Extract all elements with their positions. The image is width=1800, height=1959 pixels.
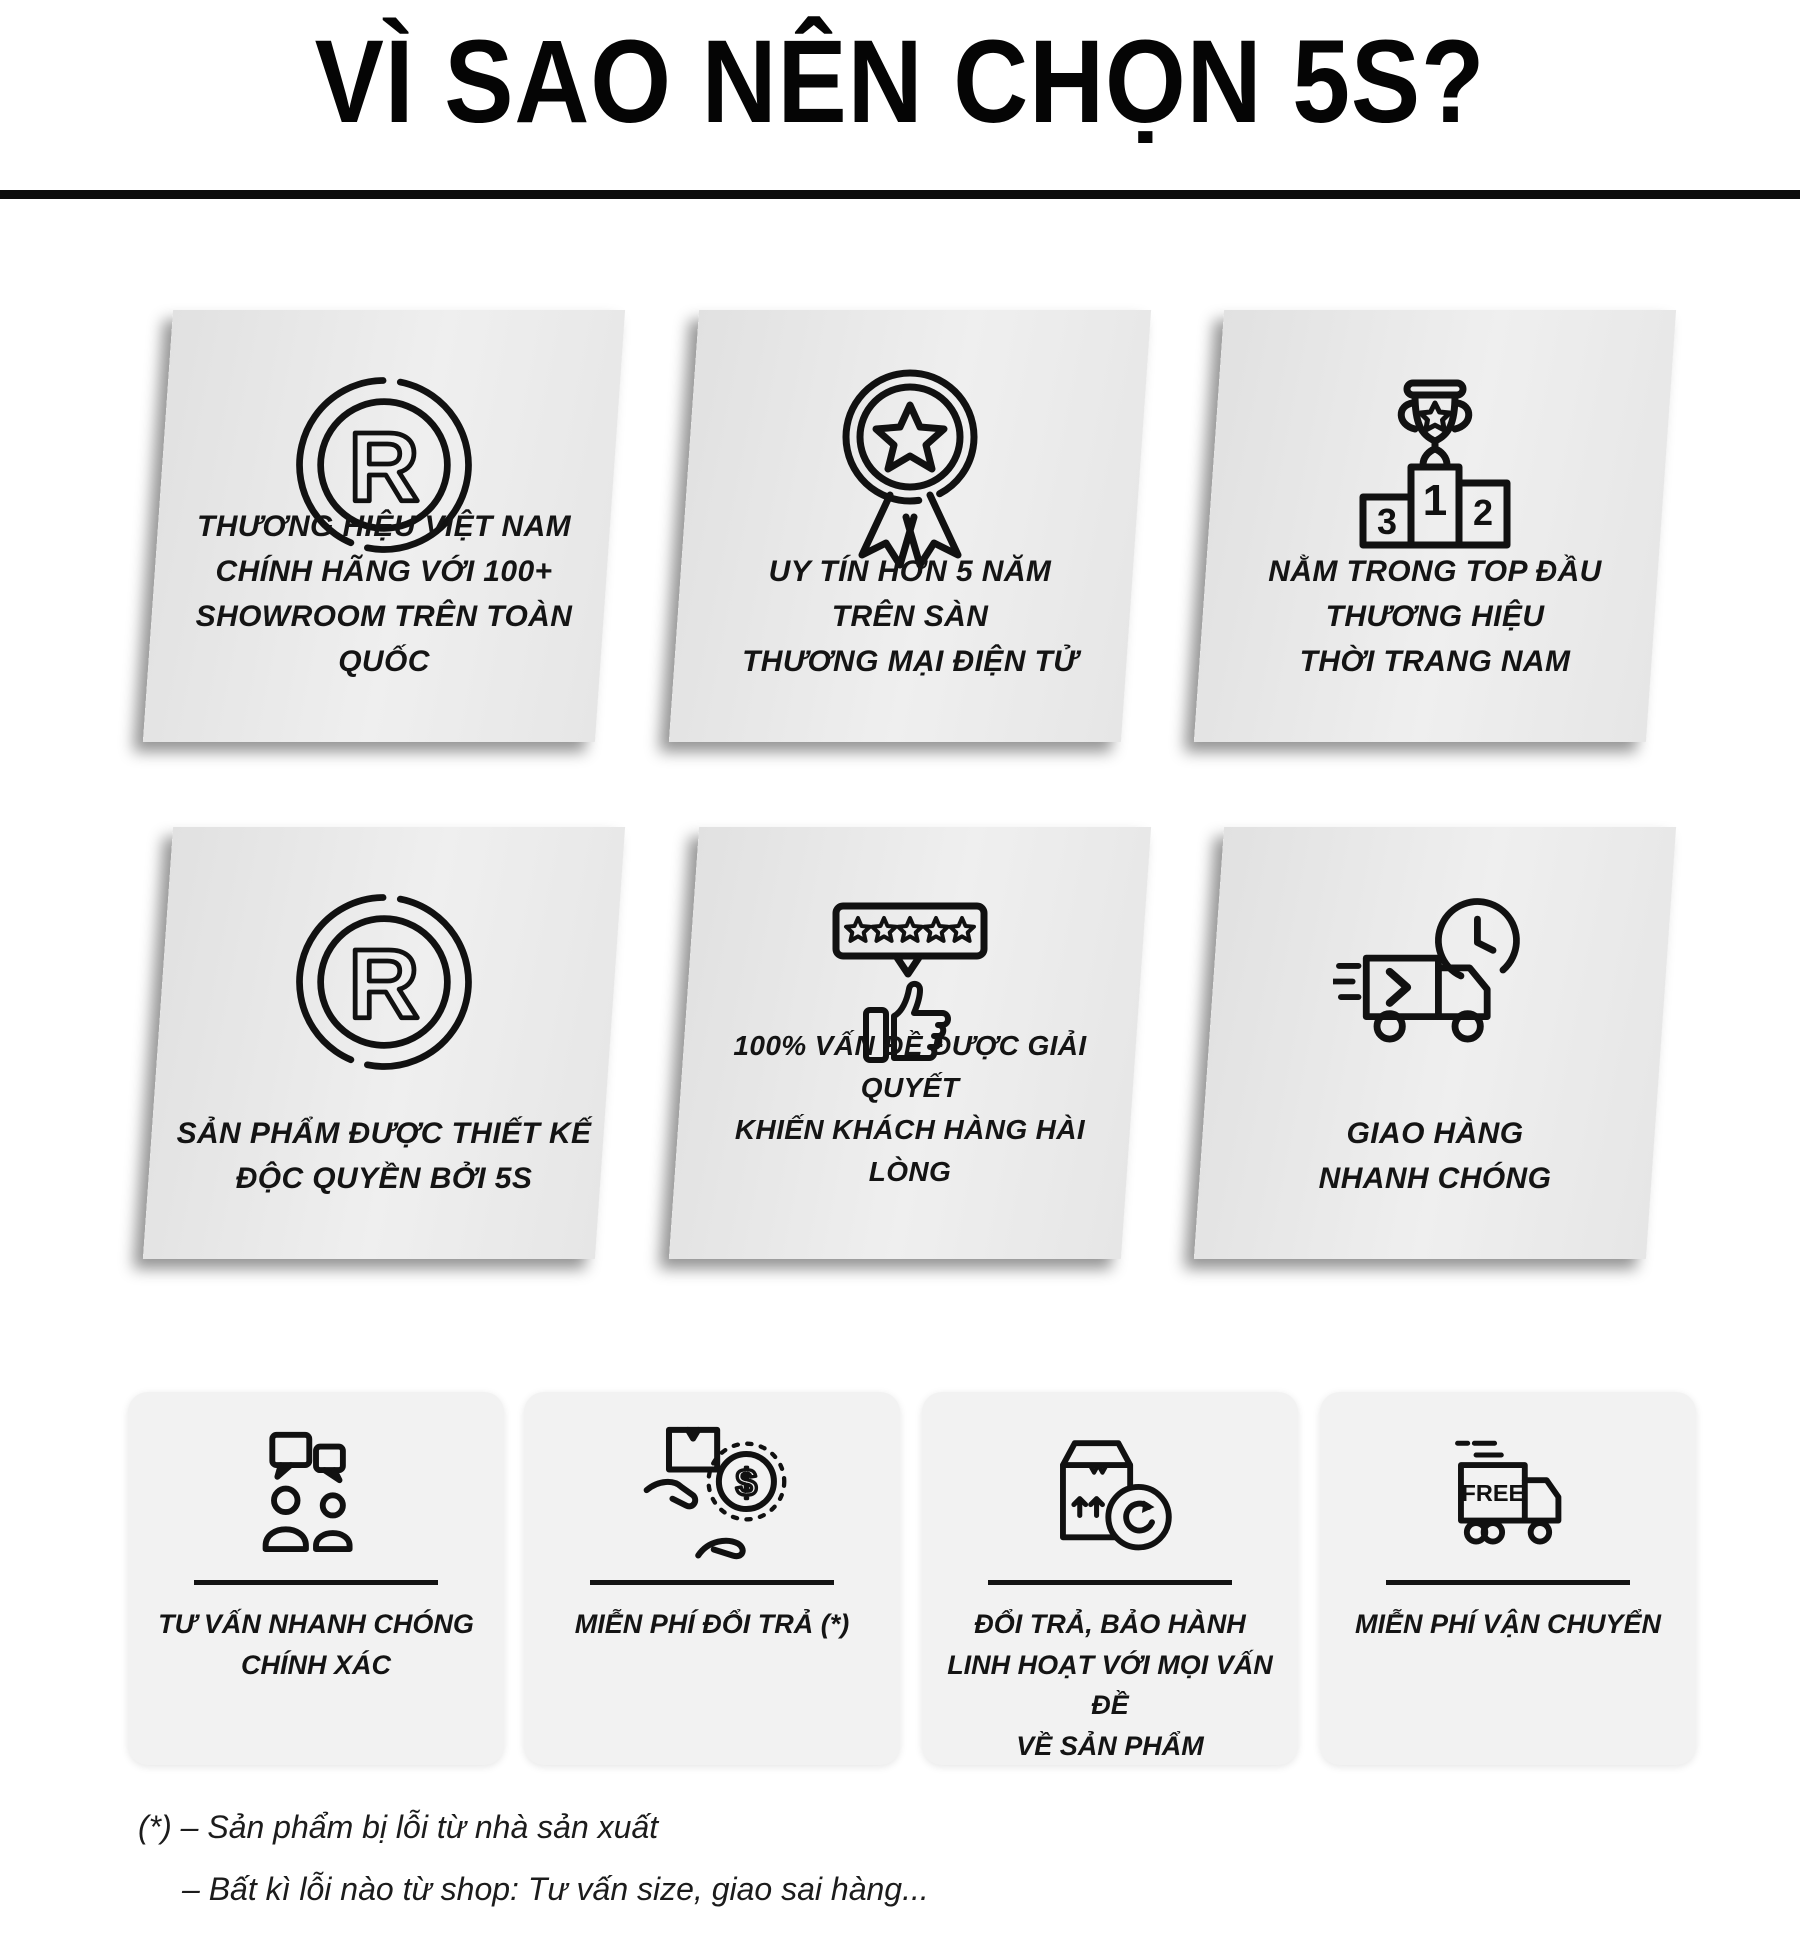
card-fast-delivery — [1194, 827, 1676, 1259]
svg-text:R: R — [348, 928, 420, 1039]
title-underline — [0, 190, 1800, 199]
card-caption: ĐỔI TRẢ, BẢO HÀNH LINH HOẠT VỚI MỌI VẤN ĐỀ VỀ SẢN PHẨM — [947, 1609, 1273, 1761]
card-caption: MIỄN PHÍ VẬN CHUYỂN — [1354, 1609, 1662, 1639]
footnote-line-2: – Bất kì lỗi nào từ shop: Tư vấn size, giao sai hàng... — [182, 1871, 929, 1908]
card-caption: 100% VẤN ĐỀ ĐƯỢC GIẢI QUYẾT KHIẾN KHÁCH HÀNG HÀI LÒNG — [733, 1030, 1087, 1187]
caption-divider — [590, 1580, 834, 1585]
card-caption: MIỄN PHÍ ĐỔI TRẢ (*) — [574, 1609, 850, 1639]
card-caption: NẰM TRONG TOP ĐẦU THƯƠNG HIỆU THỜI TRANG NAM — [1268, 555, 1602, 678]
svg-text:2: 2 — [1472, 491, 1494, 533]
chat-people-icon — [128, 1422, 504, 1572]
registered-trademark-icon — [158, 869, 610, 1094]
card-consulting — [128, 1392, 504, 1765]
card-brand-authentic — [143, 310, 625, 742]
podium-trophy-icon — [1209, 352, 1661, 577]
footnote-line-1: (*) – Sản phẩm bị lỗi từ nhà sản xuất — [138, 1809, 659, 1845]
svg-text:FREE: FREE — [1461, 1480, 1525, 1507]
card-reputation — [669, 310, 1151, 742]
caption-divider — [194, 1580, 438, 1585]
card-exclusive-design — [143, 827, 625, 1259]
free-return-box-dollar-icon — [524, 1422, 900, 1572]
page-title: VÌ SAO NÊN CHỌN 5S? — [314, 16, 1486, 148]
card-caption: TƯ VẤN NHANH CHÓNG CHÍNH XÁC — [158, 1609, 474, 1680]
free-shipping-truck-icon — [1320, 1422, 1696, 1572]
card-caption: UY TÍN HƠN 5 NĂM TRÊN SÀN THƯƠNG MẠI ĐIỆN TỬ — [742, 555, 1078, 678]
svg-text:3: 3 — [1376, 500, 1398, 542]
caption-divider — [1386, 1580, 1630, 1585]
fast-delivery-truck-icon — [1209, 869, 1661, 1094]
card-top-brand — [1194, 310, 1676, 742]
svg-text:$: $ — [735, 1462, 757, 1505]
card-satisfaction — [669, 827, 1151, 1259]
footnote — [138, 1796, 929, 1921]
caption-divider — [988, 1580, 1232, 1585]
card-free-exchange — [524, 1392, 900, 1765]
svg-text:1: 1 — [1422, 475, 1448, 525]
medal-star-icon — [684, 352, 1136, 577]
return-warranty-box-icon — [922, 1422, 1298, 1572]
svg-text:R: R — [348, 411, 420, 522]
card-caption: THƯƠNG HIỆU VIỆT NAM CHÍNH HÃNG VỚI 100+ SHOWROOM TRÊN TOÀN QUỐC — [195, 510, 573, 678]
card-caption: GIAO HÀNG NHANH CHÓNG — [1318, 1117, 1552, 1195]
card-flexible-return — [922, 1392, 1298, 1765]
card-free-shipping — [1320, 1392, 1696, 1765]
card-caption: SẢN PHẨM ĐƯỢC THIẾT KẾ ĐỘC QUYỀN BỞI 5S — [176, 1117, 592, 1195]
